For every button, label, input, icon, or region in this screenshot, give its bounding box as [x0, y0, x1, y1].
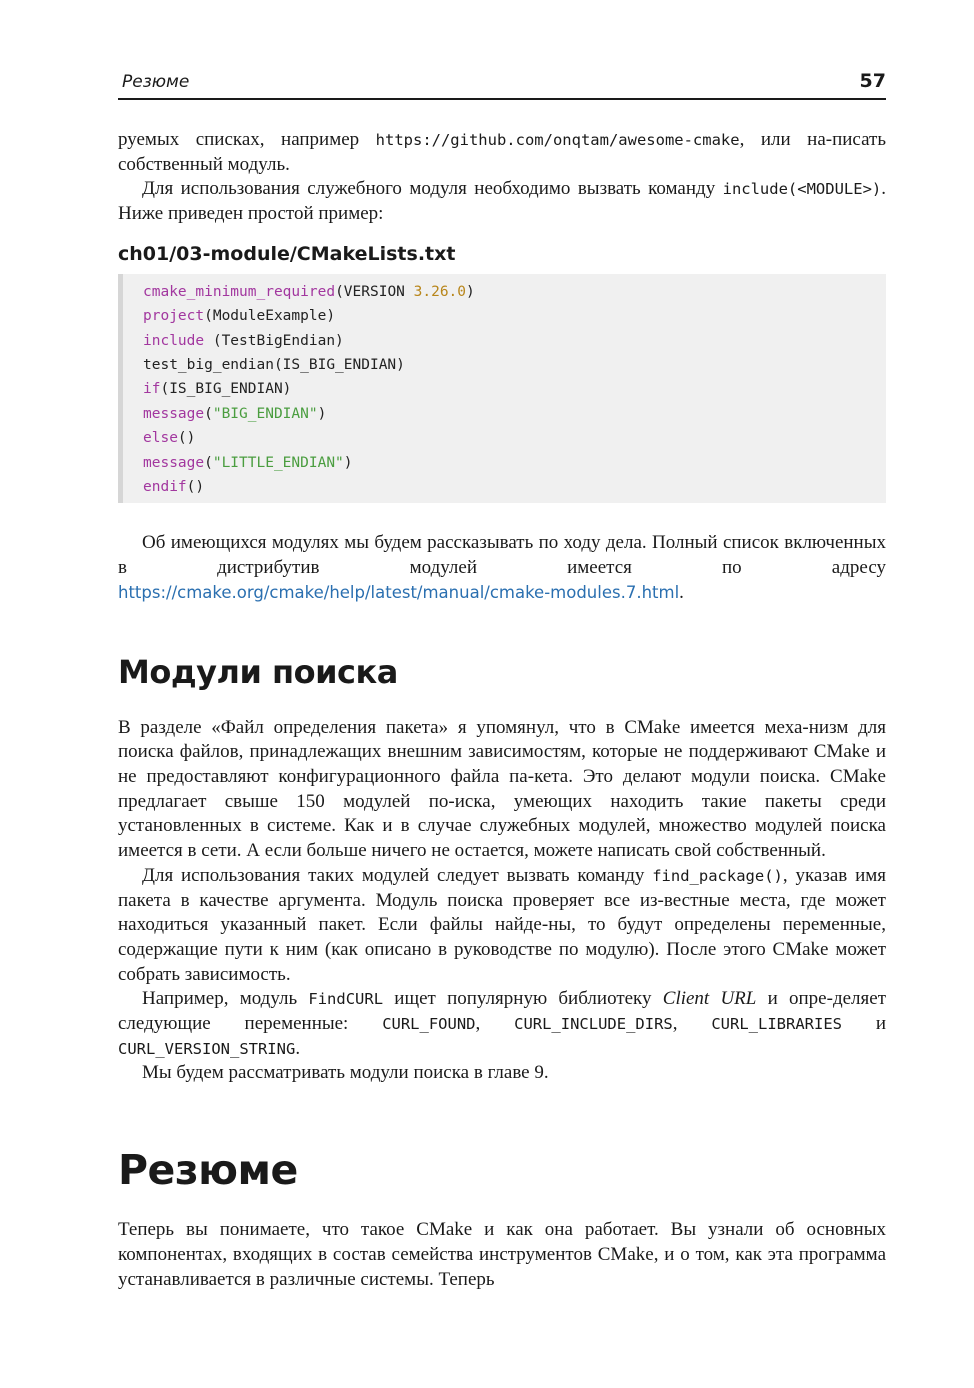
- heading-find-modules: Модули поиска: [118, 652, 398, 691]
- code-line: [143, 280, 886, 304]
- text-run: , указав имя пакета в качестве аргумента. Модуль поиска проверяет все из-вестные места, где может находиться указанный пакет. Если файлы найде-ны, то будут определены переменные, содержащие пути к ним (как описано в руководстве по модулю). После этого CMake может собрать зависимость.: [118, 864, 886, 985]
- listing-title: ch01/03-module/CMakeLists.txt: [118, 242, 456, 265]
- code-text: test_big_endian(IS_BIG_ENDIAN): [143, 357, 405, 374]
- inline-code: CURL_INCLUDE_DIRS: [514, 1015, 673, 1034]
- text-run: Для использования служебного модуля необходимо вызвать команду: [142, 178, 723, 200]
- spacer: [118, 503, 886, 531]
- code-keyword: message: [143, 454, 205, 471]
- inline-code: include(<MODULE>): [722, 180, 882, 199]
- code-line: [143, 426, 886, 450]
- running-header: [118, 68, 886, 100]
- code-text: (VERSION: [335, 283, 414, 300]
- paragraph-modules-note: [118, 531, 886, 605]
- code-line: [143, 304, 886, 328]
- text-run: и: [842, 1013, 887, 1035]
- inline-code: find_package(): [652, 866, 783, 885]
- code-keyword: endif: [143, 479, 187, 496]
- paragraph-find-1: В разделе «Файл определения пакета» я упомянул, что в CMake имеется меха-низм для поиска файлов, принадлежащих внешним зависимостям, которые не поддерживают CMake и не предоставляют конфигурационного файла па-кета. Это делают модули поиска. CMake предлагает свыше 150 модулей по-иска, умеющих находить такие пакеты среди установленных в системе. Как и в случае служебных модулей, множество модулей поиска имеется в сети. А если больше ничего не остается, можете написать свой собственный.: [118, 716, 886, 862]
- text-run: .: [295, 1037, 301, 1059]
- code-line: [143, 353, 886, 377]
- text-run: , или на-писать собственный модуль.: [118, 129, 886, 175]
- inline-code: CURL_FOUND: [382, 1015, 476, 1034]
- code-text: (): [177, 430, 196, 447]
- text-run: Для использования таких модулей следует вызвать команду: [142, 864, 653, 886]
- paragraph-find-3: [118, 987, 886, 1061]
- code-text: (: [204, 454, 213, 471]
- page-content: [118, 128, 886, 1292]
- code-string: "BIG_ENDIAN": [212, 405, 318, 422]
- code-text: ): [317, 405, 327, 422]
- code-line: [143, 377, 886, 401]
- code-text: (IS_BIG_ENDIAN): [160, 381, 292, 398]
- inline-code: FindCURL: [308, 990, 384, 1009]
- code-keyword: cmake_minimum_required: [143, 283, 336, 300]
- code-string: "LITTLE_ENDIAN": [212, 454, 344, 471]
- code-listing: [118, 274, 886, 504]
- heading-summary: Резюме: [118, 1146, 298, 1195]
- text-run: ,: [475, 1013, 515, 1035]
- code-text: ): [343, 454, 353, 471]
- text-run: . Ниже приведен простой пример:: [118, 178, 886, 225]
- code-keyword: include: [143, 332, 205, 349]
- code-line: [143, 451, 886, 475]
- text-run: .: [679, 581, 684, 603]
- inline-code: CURL_VERSION_STRING: [118, 1039, 296, 1058]
- running-title: Резюме: [122, 72, 190, 92]
- code-text: (: [204, 405, 213, 422]
- code-text: (): [186, 479, 205, 496]
- code-number: 3.26.0: [413, 283, 467, 300]
- code-line: [143, 402, 886, 426]
- text-run: Об имеющихся модулях мы будем рассказывать по ходу дела. Полный список включенных в дистрибутив модулей имеется по адресу: [118, 532, 886, 579]
- code-line: [143, 475, 886, 499]
- text-run: и опре-деляет следующие переменные:: [118, 988, 886, 1035]
- inline-code: https://github.com/onqtam/awesome-cmake: [375, 131, 740, 149]
- paragraph-find-4: Мы будем рассматривать модули поиска в главе 9.: [142, 1062, 549, 1084]
- cmake-modules-link[interactable]: https://cmake.org/cmake/help/latest/manual/cmake-modules.7.html: [118, 582, 680, 602]
- text-run: ,: [672, 1013, 712, 1035]
- paragraph-find-2: [118, 864, 886, 988]
- emphasis: Client URL: [662, 988, 757, 1010]
- text-run: Например, модуль: [142, 988, 309, 1010]
- code-keyword: message: [143, 405, 205, 422]
- code-text: (ModuleExample): [204, 308, 336, 325]
- paragraph-intro-2: [118, 177, 886, 226]
- paragraph-intro-1: [118, 128, 886, 177]
- code-keyword: if: [143, 381, 161, 398]
- code-text: (TestBigEndian): [204, 332, 344, 349]
- page-number: 57: [859, 70, 886, 92]
- code-line: [143, 329, 886, 353]
- code-keyword: else: [143, 430, 178, 447]
- text-run: ищет популярную библиотеку: [383, 988, 663, 1010]
- inline-code: CURL_LIBRARIES: [711, 1015, 842, 1034]
- text-run: руемых списках, например: [118, 129, 376, 150]
- code-keyword: project: [143, 308, 205, 325]
- code-text: ): [466, 283, 475, 300]
- paragraph-summary-1: Теперь вы понимаете, что такое CMake и как она работает. Вы узнали об основных компонентах, входящих в состав семейства инструментов CMake, и о том, как эта программа устанавливается в различные системы. Теперь: [118, 1219, 886, 1290]
